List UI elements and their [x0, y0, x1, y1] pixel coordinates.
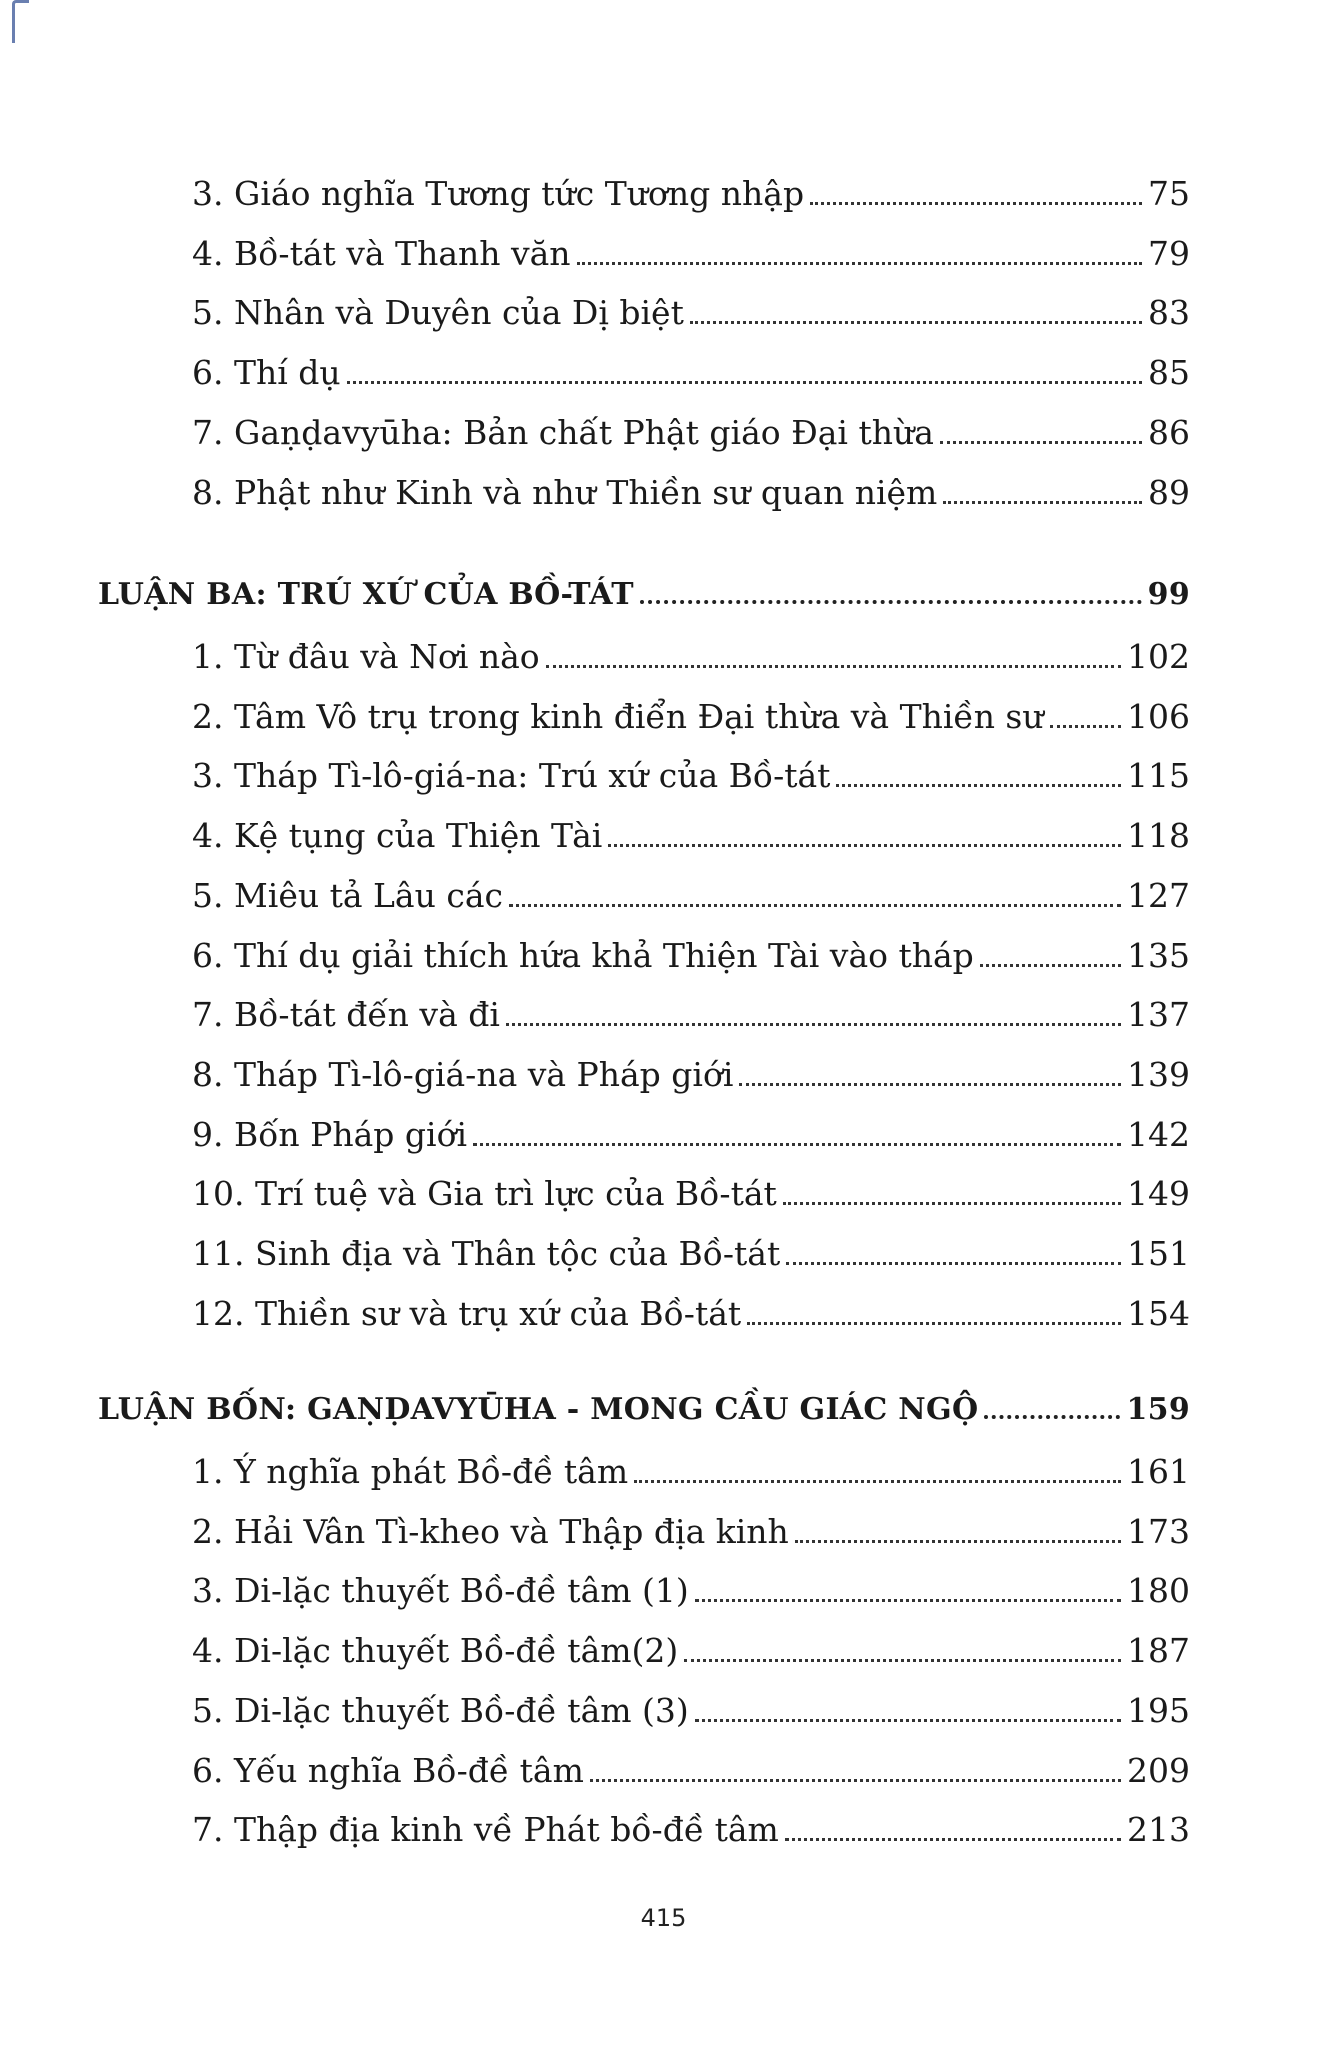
toc-entry [192, 1571, 1190, 1611]
toc-entry-label: 5. Miêu tả Lâu các [192, 875, 503, 915]
dot-leader [684, 1659, 1121, 1662]
toc-entry-page: 115 [1127, 756, 1190, 796]
toc-entry [192, 816, 1190, 856]
dot-leader [980, 964, 1121, 967]
toc-heading-label: LUẬN BỐN: GAṆḌAVYŪHA - MONG CẦU GIÁC NGỘ [98, 1392, 979, 1427]
toc-entry-label: 3. Giáo nghĩa Tương tức Tương nhập [192, 174, 805, 213]
dot-leader [577, 262, 1142, 265]
toc-entry-label: 7. Thập địa kinh về Phát bồ-đề tâm [192, 1810, 779, 1850]
toc-entry [192, 1751, 1190, 1791]
toc-entry-label: 8. Phật như Kinh và như Thiền sư quan niệm [192, 472, 938, 512]
dot-leader [590, 1779, 1121, 1782]
toc-entry [192, 1452, 1190, 1492]
dot-leader [984, 1415, 1120, 1419]
toc-entry-page: 151 [1127, 1234, 1190, 1273]
toc-entry-page: 154 [1127, 1293, 1190, 1333]
dot-leader [690, 321, 1142, 324]
toc-entry [192, 1691, 1190, 1731]
toc-entry [192, 413, 1190, 453]
toc-entry-page: 180 [1127, 1571, 1190, 1611]
dot-leader [739, 1083, 1121, 1086]
toc-entry [192, 1174, 1190, 1214]
toc-entry [192, 1294, 1190, 1334]
toc-entry [192, 473, 1190, 513]
page-number: 415 [640, 1904, 687, 1932]
dot-leader [506, 1023, 1121, 1026]
dot-leader [810, 202, 1142, 205]
dot-leader [783, 1202, 1121, 1205]
toc-entry [192, 1512, 1190, 1552]
toc-entry [192, 1810, 1190, 1850]
dot-leader [546, 665, 1121, 668]
toc-entry-page: 89 [1148, 472, 1190, 512]
dot-leader [795, 1540, 1121, 1543]
toc-heading [98, 1390, 1190, 1430]
toc-entry [192, 353, 1190, 393]
dot-leader [943, 501, 1142, 504]
toc-entry-label: 10. Trí tuệ và Gia trì lực của Bồ-tát [192, 1174, 777, 1214]
toc-entry-label: 2. Tâm Vô trụ trong kinh điển Đại thừa và Thiền sư [192, 696, 1044, 736]
toc-entry-label: 9. Bốn Pháp giới [192, 1114, 468, 1154]
toc-entry-label: 7. Bồ-tát đến và đi [192, 995, 500, 1035]
toc-entry [192, 234, 1190, 274]
toc-entry-label: 5. Di-lặc thuyết Bồ-đề tâm (3) [192, 1690, 689, 1730]
dot-leader [786, 1262, 1121, 1265]
dot-leader [695, 1599, 1121, 1602]
toc-entry [192, 697, 1190, 737]
toc-entry-label: 12. Thiền sư và trụ xứ của Bồ-tát [192, 1293, 742, 1333]
toc-heading-page: 99 [1147, 577, 1190, 612]
toc-entry [192, 1115, 1190, 1155]
scan-corner-mark [12, 0, 29, 43]
dot-leader [608, 844, 1121, 847]
toc-entry-label: 4. Bồ-tát và Thanh văn [192, 233, 571, 273]
toc-entry-page: 85 [1148, 353, 1190, 393]
toc-entry-label: 3. Di-lặc thuyết Bồ-đề tâm (1) [192, 1571, 689, 1611]
dot-leader [473, 1143, 1121, 1146]
toc-entry-label: 4. Kệ tụng của Thiện Tài [192, 816, 603, 856]
toc-entry-label: 1. Ý nghĩa phát Bồ-đề tâm [192, 1452, 629, 1491]
toc-entry-page: 75 [1148, 174, 1190, 213]
toc-entry [192, 1055, 1190, 1095]
dot-leader [785, 1838, 1121, 1841]
toc-entry-page: 187 [1127, 1631, 1190, 1671]
toc-entry-page: 79 [1148, 233, 1190, 273]
toc-entry-label: 6. Thí dụ [192, 353, 341, 393]
toc-entry-label: 7. Gaṇḍavyūha: Bản chất Phật giáo Đại thừa [192, 412, 934, 452]
toc-entry-page: 83 [1148, 293, 1190, 333]
dot-leader [836, 784, 1121, 787]
toc-entry [192, 756, 1190, 796]
toc-entry-label: 8. Tháp Tì-lô-giá-na và Pháp giới [192, 1054, 734, 1094]
toc-entry-label: 6. Thí dụ giải thích hứa khả Thiện Tài vào tháp [192, 935, 974, 975]
dot-leader [695, 1719, 1121, 1722]
toc-entry-page: 195 [1127, 1690, 1190, 1730]
toc-entry-page: 102 [1127, 637, 1190, 676]
toc-entry-label: 11. Sinh địa và Thân tộc của Bồ-tát [192, 1234, 781, 1273]
toc-entry-page: 127 [1127, 875, 1190, 915]
toc-entry-page: 106 [1127, 696, 1190, 736]
toc-heading-label: LUẬN BA: TRÚ XỨ CỦA BỒ-TÁT [98, 577, 634, 612]
toc-entry-page: 149 [1127, 1174, 1190, 1214]
toc-entry-page: 209 [1127, 1750, 1190, 1790]
toc-entry-label: 4. Di-lặc thuyết Bồ-đề tâm(2) [192, 1631, 679, 1671]
dot-leader [940, 441, 1142, 444]
toc-entry-page: 137 [1127, 995, 1190, 1035]
toc-entry-page: 173 [1127, 1511, 1190, 1551]
toc-entry-page: 139 [1127, 1054, 1190, 1094]
dot-leader [509, 904, 1121, 907]
toc-entry [192, 637, 1190, 677]
toc-entry-label: 6. Yếu nghĩa Bồ-đề tâm [192, 1750, 584, 1790]
toc-entry [192, 1234, 1190, 1274]
toc-entry-label: 2. Hải Vân Tì-kheo và Thập địa kinh [192, 1511, 789, 1551]
toc-heading-page: 159 [1126, 1392, 1190, 1427]
dot-leader [347, 381, 1142, 384]
toc-entry-page: 142 [1127, 1114, 1190, 1154]
toc-entry [192, 876, 1190, 916]
toc-entry-label: 1. Từ đâu và Nơi nào [192, 637, 540, 676]
toc-entry [192, 936, 1190, 976]
toc-entry-page: 135 [1127, 935, 1190, 975]
dot-leader [634, 1480, 1121, 1483]
toc-entry-label: 5. Nhân và Duyên của Dị biệt [192, 293, 684, 333]
dot-leader [1050, 725, 1121, 728]
toc-entry-page: 213 [1127, 1810, 1190, 1850]
toc-entry [192, 293, 1190, 333]
toc-entry [192, 995, 1190, 1035]
toc-entry-page: 118 [1127, 816, 1190, 856]
toc-entry [192, 174, 1190, 214]
toc-entry-label: 3. Tháp Tì-lô-giá-na: Trú xứ của Bồ-tát [192, 756, 831, 796]
toc-entry-page: 161 [1127, 1452, 1190, 1491]
dot-leader [747, 1322, 1121, 1325]
toc-heading [98, 575, 1190, 615]
toc-entry [192, 1631, 1190, 1671]
dot-leader [640, 600, 1142, 604]
toc-entry-page: 86 [1148, 412, 1190, 452]
